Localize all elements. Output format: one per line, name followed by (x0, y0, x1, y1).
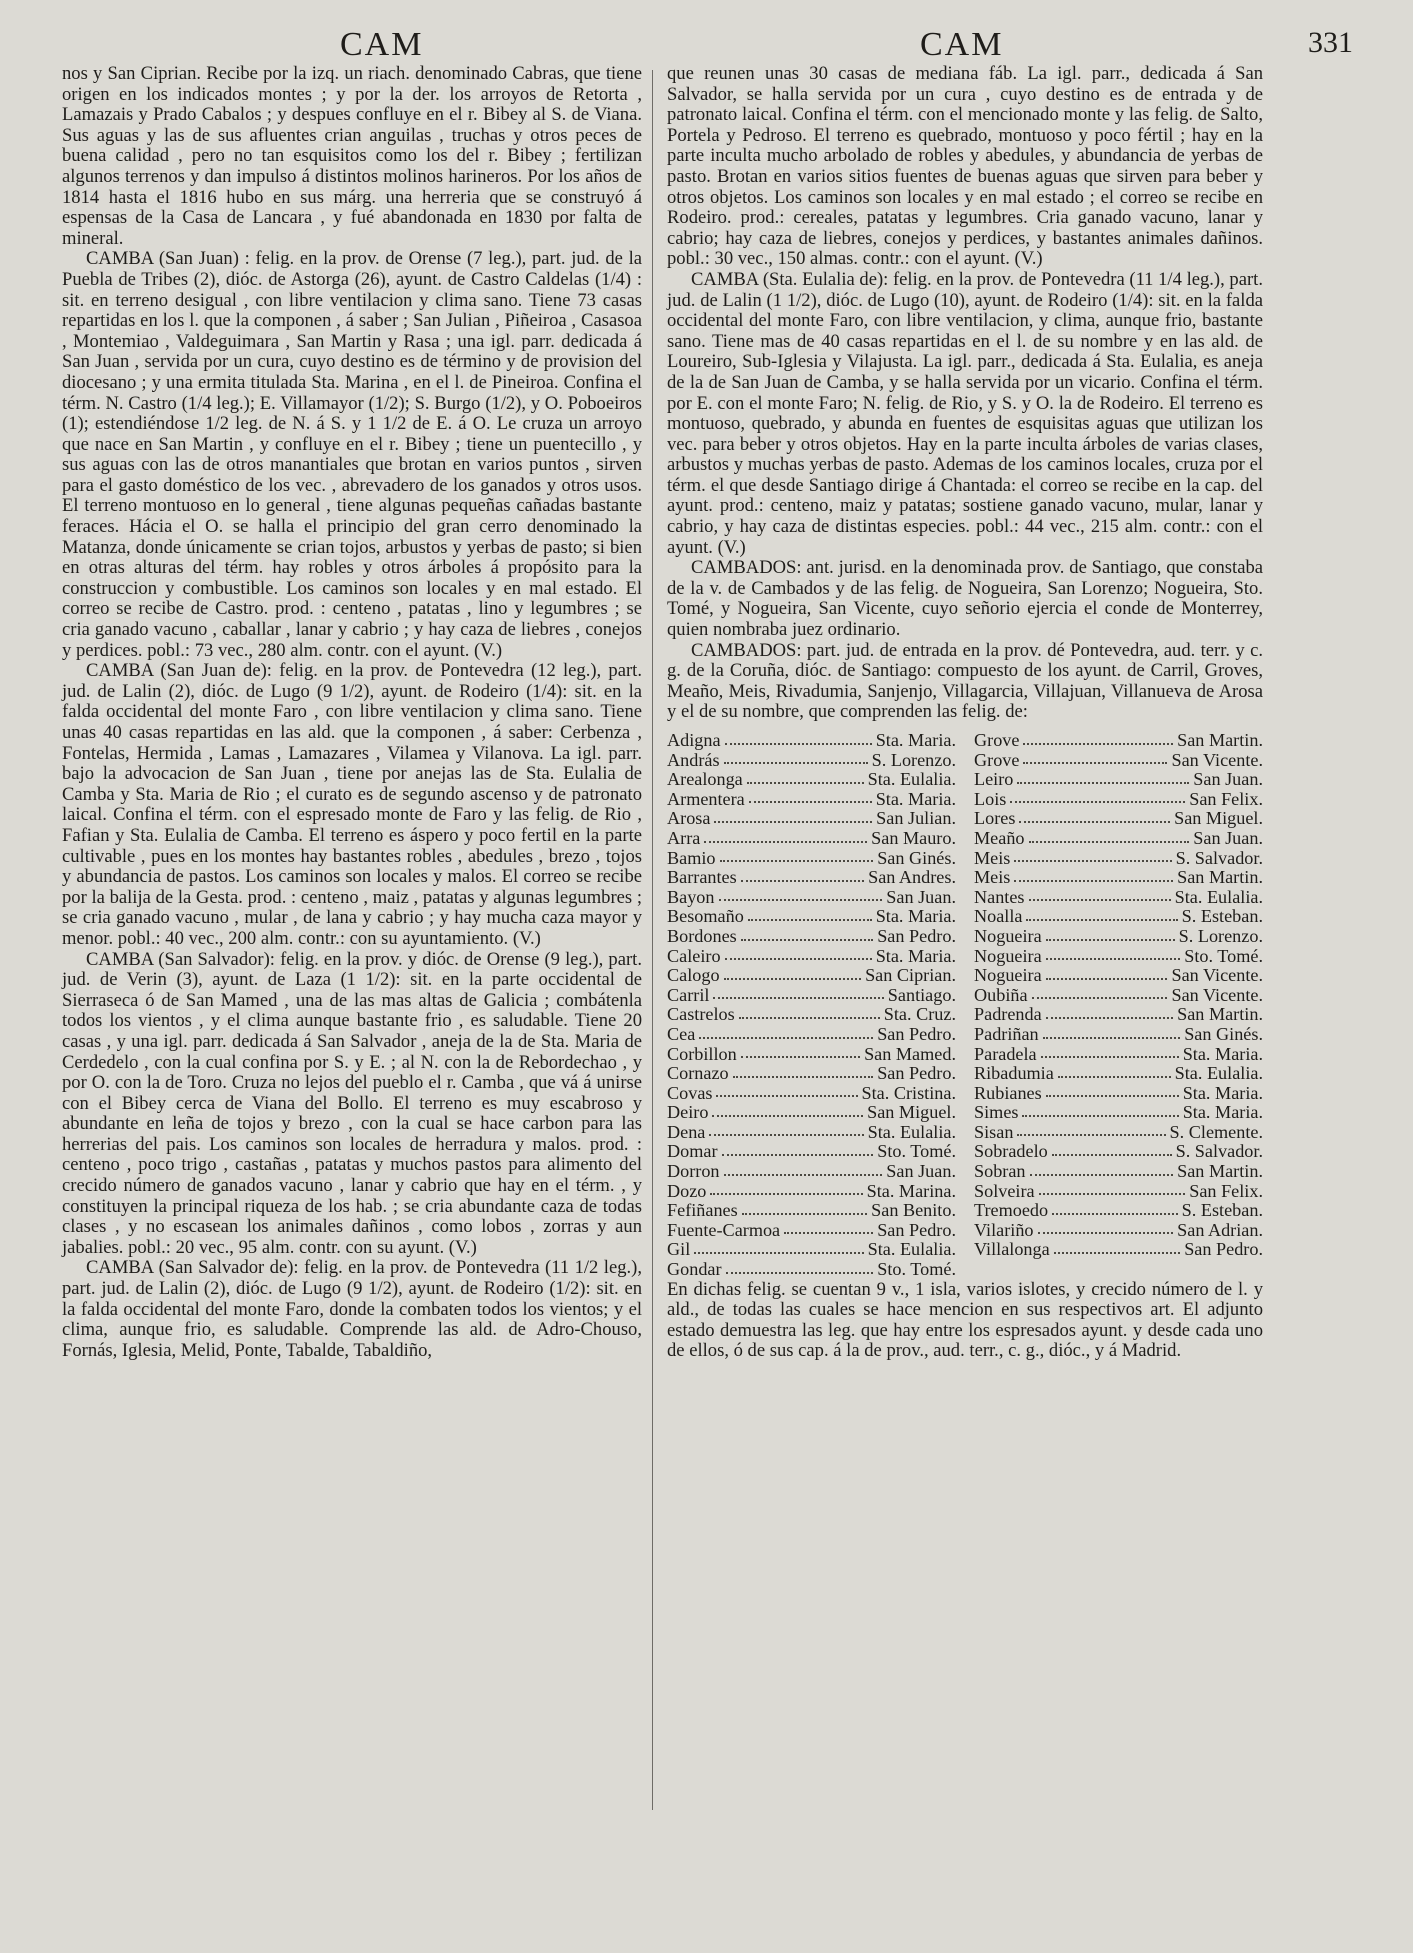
parish-name: Ribadumia (974, 1063, 1054, 1084)
feligresia-row (974, 1103, 1263, 1123)
patron-saint: Sta. Maria. (1182, 1082, 1263, 1103)
leader-dots (784, 1221, 873, 1235)
leader-dots (724, 1162, 883, 1176)
feligresia-row (667, 770, 956, 790)
parish-name: Nogueira (974, 965, 1042, 986)
leader-dots (749, 790, 872, 804)
feligresia-row (974, 1123, 1263, 1143)
feligresia-row (667, 751, 956, 771)
feligresia-row (974, 790, 1263, 810)
leader-dots (725, 947, 872, 961)
leader-dots (1046, 966, 1168, 980)
leader-dots (1022, 1103, 1178, 1117)
feligresia-row (974, 907, 1263, 927)
parish-name: Nogueira (974, 945, 1042, 966)
leader-dots (694, 1240, 863, 1254)
feligresia-row (974, 1240, 1263, 1260)
leader-dots (724, 966, 862, 980)
patron-saint: San Pedro. (877, 1219, 956, 1240)
parish-name: Vilariño (974, 1219, 1034, 1240)
leader-dots (1017, 770, 1189, 784)
leader-dots (1029, 888, 1171, 902)
patron-saint: San Pedro. (1184, 1239, 1263, 1260)
patron-saint: San Adrian. (1177, 1219, 1263, 1240)
feligresia-row (974, 1005, 1263, 1025)
feligresia-row (667, 927, 956, 947)
leader-dots (1010, 790, 1185, 804)
patron-saint: San Ginés. (1184, 1023, 1263, 1044)
feligresias-column-right (974, 731, 1263, 1280)
header-right-title: CAM (920, 26, 1004, 63)
parish-name: Adigna (667, 730, 721, 750)
parish-name: Grove (974, 730, 1020, 750)
feligresia-row (667, 966, 956, 986)
patron-saint: San Vicente. (1171, 984, 1263, 1005)
parish-name: Dozo (667, 1180, 707, 1201)
entry-cambados-part-jud: CAMBADOS: part. jud. de entrada en la prov. dé Pontevedra, aud. terr. y c. g. de la Coruña, dióc. de Santiago: compuesto de los ayunt. de Carril, Groves, Meaño, Meis, Rivadumia, Sanjenjo, Villagarcia, Villajuan, Villanueva de Arosa y el de su nombre, que comprenden las felig. de: (667, 639, 1263, 723)
leader-dots (704, 829, 867, 843)
patron-saint: Sta. Maria. (875, 730, 956, 750)
parish-name: Calogo (667, 965, 720, 986)
patron-saint: San Andres. (868, 867, 956, 888)
patron-saint: San Juan. (886, 886, 956, 907)
parish-name: Gondar (667, 1259, 722, 1280)
leader-dots (699, 1025, 873, 1039)
patron-saint: Sta. Maria. (1182, 1102, 1263, 1123)
parish-name: Armentera (667, 788, 745, 809)
leader-dots (722, 1142, 874, 1156)
patron-saint: San Mauro. (871, 827, 956, 848)
patron-saint: Sto. Tomé. (877, 1259, 956, 1280)
feligresia-row (667, 1084, 956, 1104)
parish-name: Nantes (974, 886, 1025, 907)
feligresia-row (667, 888, 956, 908)
parish-name: Meis (974, 867, 1011, 888)
feligresia-row (667, 1123, 956, 1143)
left-column (62, 64, 642, 1361)
feligresia-row (974, 927, 1263, 947)
patron-saint: S. Salvador. (1175, 847, 1263, 868)
feligresia-row (667, 1221, 956, 1241)
patron-saint: San Pedro. (877, 1063, 956, 1084)
leader-dots (1043, 1025, 1181, 1039)
patron-saint: Sta. Marina. (866, 1180, 956, 1201)
leader-dots (716, 1084, 857, 1098)
patron-saint: S. Esteban. (1181, 906, 1263, 927)
feligresia-row (974, 868, 1263, 888)
leader-dots (1041, 1045, 1179, 1059)
leader-dots (1038, 1221, 1174, 1235)
leader-dots (1046, 1084, 1179, 1098)
patron-saint: San Martin. (1177, 730, 1263, 750)
patron-saint: San Mamed. (864, 1043, 956, 1064)
parish-name: Solveira (974, 1180, 1035, 1201)
parish-name: Lois (974, 788, 1007, 809)
feligresia-row (974, 966, 1263, 986)
patron-saint: S. Esteban. (1181, 1200, 1263, 1221)
patron-saint: Sta. Maria. (875, 945, 956, 966)
patron-saint: San Julian. (876, 808, 956, 829)
patron-saint: San Ciprian. (865, 965, 956, 986)
parish-name: Gil (667, 1239, 691, 1260)
leader-dots (1023, 731, 1173, 745)
patron-saint: San Juan. (1193, 769, 1263, 790)
parish-name: Deiro (667, 1102, 709, 1123)
patron-saint: San Vicente. (1171, 965, 1263, 986)
parish-name: Meis (974, 847, 1011, 868)
parish-name: Dorron (667, 1161, 720, 1182)
parish-name: Corbillon (667, 1043, 737, 1064)
feligresia-row (667, 1064, 956, 1084)
entry-continuation-right: que reunen unas 30 casas de mediana fáb. La igl. parr., dedicada á San Salvador, se halla servida por un cura , cuyo destino es de entrada y de patronato laical. Confina el térm. con el mencionado monte y las felig. de Salto, Portela y Pedroso. El terreno es quebrado, montuoso y poco fértil ; hay en la parte inculta mucho arbolado de robles y abedules, y abundancia de yerbas de pasto. Brotan en varios sitios fuentes de buenas aguas que sirven para beber y otros objetos. Los caminos son locales y en mal estado ; el correo se recibe en Rodeiro. prod.: cereales, patatas y legumbres. Cria ganado vacuno, lanar y cabrio; hay caza de liebres, conejos y perdices, y bastantes animales dañinos. pobl.: 30 vec., 150 almas. contr.: con el ayunt. (V.) (667, 63, 1263, 270)
leader-dots (1058, 1064, 1171, 1078)
feligresia-row (667, 907, 956, 927)
feligresia-row (974, 770, 1263, 790)
leader-dots (1046, 1005, 1173, 1019)
right-column (667, 64, 1263, 1362)
patron-saint: S. Salvador. (1175, 1141, 1263, 1162)
feligresia-row (667, 1005, 956, 1025)
feligresia-row (974, 1182, 1263, 1202)
patron-saint: Sto. Tomé. (877, 1141, 956, 1162)
feligresia-row (974, 1064, 1263, 1084)
leader-dots (1052, 1201, 1178, 1215)
leader-dots (1046, 927, 1175, 941)
entry-camba-san-salvador-de: CAMBA (San Salvador de): felig. en la prov. de Pontevedra (11 1/2 leg.), part. jud. de Lalin (2), dióc. de Lugo (9 1/2), ayunt. de Rodeiro (1/2): sit. en la falda occidental del monte Faro, donde la combaten todos los vientos; y el clima, aunque frio, es saludable. Comprende las ald. de Adro-Chouso, Fornás, Iglesia, Melid, Ponte, Tabalde, Tabaldiño, (62, 1257, 642, 1361)
feligresia-row (667, 1142, 956, 1162)
leader-dots (741, 1045, 860, 1059)
feligresia-row (667, 1240, 956, 1260)
patron-saint: Santiago. (887, 984, 956, 1005)
leader-dots (720, 849, 874, 863)
closing-paragraph: En dichas felig. se cuentan 9 v., 1 isla, varios islotes, y crecido número de l. y ald., de todas las cuales se hace mencion en sus respectivos art. El adjunto estado demuestra las leg. que hay entre los espresados ayunt. y desde cada uno de ellos, ó de sus cap. á la de prov., aud. terr., c. g., dióc., y á Madrid. (667, 1278, 1263, 1362)
patron-saint: San Juan. (1193, 827, 1263, 848)
leader-dots (713, 986, 883, 1000)
leader-dots (741, 927, 873, 941)
parish-name: Grove (974, 749, 1020, 770)
patron-saint: San Martin. (1177, 1161, 1263, 1182)
leader-dots (739, 1005, 880, 1019)
feligresia-row (974, 849, 1263, 869)
feligresias-list (667, 731, 1263, 1280)
parish-name: Noalla (974, 906, 1023, 927)
parish-name: Cornazo (667, 1063, 729, 1084)
leader-dots (1019, 809, 1170, 823)
feligresia-row (974, 809, 1263, 829)
leader-dots (1029, 829, 1190, 843)
parish-name: Cea (667, 1023, 696, 1044)
patron-saint: S. Lorenzo. (1178, 925, 1263, 946)
leader-dots (742, 1201, 867, 1215)
feligresia-row (974, 947, 1263, 967)
column-divider (652, 70, 653, 1810)
feligresia-row (667, 1045, 956, 1065)
parish-name: Covas (667, 1082, 713, 1103)
parish-name: Villalonga (974, 1239, 1050, 1260)
parish-name: Bordones (667, 925, 737, 946)
parish-name: Tremoedo (974, 1200, 1049, 1221)
feligresia-row (667, 849, 956, 869)
feligresia-row (667, 986, 956, 1006)
parish-name: Paradela (974, 1043, 1037, 1064)
header-left-title: CAM (340, 26, 424, 63)
leader-dots (1026, 907, 1177, 921)
parish-name: Rubianes (974, 1082, 1042, 1103)
feligresia-row (974, 731, 1263, 751)
feligresia-row (974, 1142, 1263, 1162)
patron-saint: San Pedro. (877, 925, 956, 946)
patron-saint: Sta. Eulalia. (1174, 886, 1263, 907)
feligresia-row (974, 751, 1263, 771)
entry-camba-sta-eulalia: CAMBA (Sta. Eulalia de): felig. en la prov. de Pontevedra (11 1/4 leg.), part. jud. de Lalin (1 1/2), dióc. de Lugo (10), ayunt. de Rodeiro (1/4): sit. en la falda occidental del monte Faro, con libre ventilacion, y clima, aunque frio, bastante sano. Tiene mas de 40 casas repartidas en el l. de su nombre y en las ald. de Loureiro, Sub-Iglesia y Vilajusta. La igl. parr., dedicada á Sta. Eulalia, es aneja de la de San Juan de Camba, y se halla servida por un vicario. Confina el térm. por E. con el monte Faro; N. felig. de Rio, y S. y O. la de Rodeiro. El terreno es montuoso, quebrado, y abunda en fuentes de esquisitas aguas que utilizan los vec. para beber y otros objetos. Hay en la parte inculta árboles de varias clases, arbustos y muchas yerbas de pasto. Ademas de los caminos locales, cruza por el térm. el que desde Santiago dirige á Chantada: el correo se recibe en la cap. del ayunt. prod.: centeno, maiz y patatas; sostiene ganado vacuno, mular, lanar y cabrio, y hay caza de distintas especies. pobl.: 44 vec., 215 alm. contr.: con el ayunt. (V.) (667, 268, 1263, 558)
leader-dots (741, 868, 864, 882)
feligresia-row (667, 809, 956, 829)
feligresia-row (667, 1201, 956, 1221)
parish-name: Leiro (974, 769, 1014, 790)
parish-name: Besomaño (667, 906, 744, 927)
feligresia-row (974, 1045, 1263, 1065)
parish-name: Dena (667, 1121, 706, 1142)
leader-dots (733, 1064, 874, 1078)
parish-name: András (667, 749, 720, 770)
leader-dots (1023, 751, 1167, 765)
patron-saint: San Felix. (1189, 1180, 1263, 1201)
feligresia-row (974, 1201, 1263, 1221)
patron-saint: San Martin. (1177, 867, 1263, 888)
leader-dots (747, 770, 864, 784)
parish-name: Arealonga (667, 769, 743, 790)
parish-name: Sisan (974, 1121, 1014, 1142)
leader-dots (710, 1182, 862, 1196)
parish-name: Arra (667, 827, 701, 848)
parish-name: Padrenda (974, 1004, 1042, 1025)
feligresia-row (974, 888, 1263, 908)
patron-saint: Sta. Eulalia. (1174, 1063, 1263, 1084)
patron-saint: Sta. Eulalia. (867, 1121, 956, 1142)
patron-saint: Sta. Maria. (875, 788, 956, 809)
parish-name: Simes (974, 1102, 1019, 1123)
patron-saint: San Vicente. (1171, 749, 1263, 770)
parish-name: Bamio (667, 847, 716, 868)
leader-dots (725, 731, 872, 745)
leader-dots (709, 1123, 863, 1137)
leader-dots (1014, 868, 1173, 882)
patron-saint: Sta. Cruz. (883, 1004, 956, 1025)
patron-saint: S. Clemente. (1169, 1121, 1263, 1142)
parish-name: Fefiñanes (667, 1200, 738, 1221)
patron-saint: Sta. Cristina. (861, 1082, 956, 1103)
leader-dots (1052, 1142, 1172, 1156)
feligresia-row (667, 868, 956, 888)
leader-dots (1030, 1162, 1174, 1176)
patron-saint: Sta. Maria. (875, 906, 956, 927)
leader-dots (1039, 1182, 1186, 1196)
patron-saint: Sto. Tomé. (1184, 945, 1263, 966)
parish-name: Caleiro (667, 945, 721, 966)
leader-dots (712, 1103, 863, 1117)
patron-saint: San Felix. (1189, 788, 1263, 809)
leader-dots (1046, 947, 1181, 961)
patron-saint: San Juan. (886, 1161, 956, 1182)
patron-saint: San Pedro. (877, 1023, 956, 1044)
parish-name: Lores (974, 808, 1016, 829)
parish-name: Nogueira (974, 925, 1042, 946)
page-number: 331 (1308, 26, 1353, 59)
leader-dots (1014, 849, 1171, 863)
parish-name: Barrantes (667, 867, 737, 888)
leader-dots (714, 809, 872, 823)
entry-camba-san-juan-de: CAMBA (San Juan de): felig. en la prov. de Pontevedra (12 leg.), part. jud. de Lalin (2), dióc. de Lugo (9 1/2), ayunt. de Rodeiro (1/4): sit. en la falda occidental del monte Faro , con libre ventilacion y clima sano. Tiene unas 40 casas repartidas en las ald. que la componen , á saber: Cerbenza , Fontelas, Hermida , Lamas , Lamazares , Vilamea y Vilanova. La igl. parr. bajo la advocacion de San Juan , tiene por anejas las de Sta. Eulalia de Camba y Sta. Maria de Rio ; el curato es de segundo ascenso y de patronato laical. Confina el térm. con el espresado monte de Faro y las felig. de Rio , Fafian y Sta. Eulalia de Camba. El terreno es áspero y poco fertil en la parte cultivable , pues en los montes hay bastantes robles , abedules , brezo , tojos y abundancia de pastos. Los caminos son locales y malos. El correo se recibe por la balija de la Gesta. prod. : centeno , maiz , patatas y algunas legumbres ; se cria ganado vacuno , mular , de lana y cabrio ; y hay mucha caza mayor y menor. pobl.: 40 vec., 200 alm. contr.: con su ayuntamiento. (V.) (62, 660, 642, 949)
patron-saint: San Ginés. (877, 847, 956, 868)
leader-dots (1017, 1123, 1165, 1137)
patron-saint: Sta. Eulalia. (867, 769, 956, 790)
parish-name: Fuente-Carmoa (667, 1219, 781, 1240)
parish-name: Carril (667, 984, 710, 1005)
patron-saint: Sta. Maria. (1182, 1043, 1263, 1064)
parish-name: Castrelos (667, 1004, 735, 1025)
feligresia-row (667, 1103, 956, 1123)
parish-name: Sobradelo (974, 1141, 1048, 1162)
entry-camba-san-juan: CAMBA (San Juan) : felig. en la prov. de Orense (7 leg.), part. jud. de la Puebla de Tribes (2), dióc. de Astorga (26), ayunt. de Castro Caldelas (1/4) : sit. en terreno desigual , con libre ventilacion y clima sano. Tiene 73 casas repartidas en los l. que la componen , á saber ; San Julian , Piñeiroa , Casasoa , Montemiao , Valdeguimara , San Martin y Rasa ; una igl. parr. dedicada á San Juan , servida por un cura, cuyo destino es de término y de provision del diocesano ; y una ermita titulada Sta. Marina , en el l. de Pineiroa. Confina el térm. N. Castro (1/4 leg.); E. Villamayor (1/2); S. Burgo (1/2), y O. Poboeiros (1); estendiéndose 1/2 leg. de N. á S. y 1 1/2 de E. á O. Le cruza un arroyo que nace en San Martin , y confluye en el r. Bibey ; tiene un puentecillo , y sus aguas con las de otros manantiales que brotan en varios puntos , sirven para el gasto doméstico de los vec. , abrevadero de los ganados y otros usos. El terreno montuoso en lo general , tiene algunas pequeñas cañadas bastante feraces. Hácia el O. se halla el principio del gran cerro denominado la Matanza, donde únicamente se crian tojos, arbustos y yerbas de pasto; si bien en otras alturas del térm. hay robles y otros árboles á propósito para la construccion y combustible. Los caminos son locales y en mal estado. El correo se recibe de Castro. prod. : centeno , patatas , lino y legumbres ; se cria ganado vacuno , caballar , lanar y cabrio ; y hay caza de liebres , conejos y perdices. pobl.: 73 vec., 280 alm. contr. con el ayunt. (V.) (62, 248, 642, 661)
feligresia-row (974, 1221, 1263, 1241)
feligresia-row (974, 986, 1263, 1006)
feligresia-row (667, 829, 956, 849)
leader-dots (748, 907, 872, 921)
parish-name: Meaño (974, 827, 1025, 848)
patron-saint: San Miguel. (867, 1102, 956, 1123)
entry-continuation: nos y San Ciprian. Recibe por la izq. un riach. denominado Cabras, que tiene origen en los indicados montes ; y por la der. los arroyos de Retorta , Lamazais y Prado Cabalos ; y despues confluye en el r. Bibey al S. de Viana. Sus aguas y las de sus afluentes crian anguilas , truchas y otros peces de buena calidad , pero no tan esquisitos como los del r. Bibey ; fertilizan algunos terrenos y dan impulso á distintos molinos harineros. Por los años de 1814 hasta el 1816 hubo en sus márg. una herreria que se construyó á espensas de la Casa de Lancara , y fué abandonada en 1830 por falta de mineral. (62, 63, 642, 249)
parish-name: Sobran (974, 1161, 1026, 1182)
entry-camba-san-salvador: CAMBA (San Salvador): felig. en la prov. y dióc. de Orense (9 leg.), part. jud. de Verin (3), ayunt. de Laza (1 1/2): sit. en la parte occidental de Sierraseca ó de San Mamed , una de las mas altas de Galicia ; combátenla todos los vientos , y el clima aunque bastante frio , es saludable. Tiene 20 casas , y una igl. parr. dedicada á San Salvador , aneja de la de Sta. Maria de Cerdedelo , con la cual confina por S. y E. ; al N. con la de Rebordechao , y por O. con la de Toro. Cruza no lejos del pueblo el r. Camba , que vá á unirse con el Bibey cerca de Viana del Bollo. El terreno es muy escabroso y abundante en leña de tojos y brezo , con la cual se hace carbon para las herrerias del pais. Los caminos son locales de herradura y malos. prod. : centeno , poco trigo , castañas , patatas y muchos pastos para alimento del crecido número de ganados vacuno , lanar y cabrio que hay en el térm. , y constituyen la principal riqueza de los hab. ; se cria abundante caza de todas clases , y no escasean los animales dañinos , como lobos , zorras y aun jabalies. pobl.: 20 vec., 95 alm. contr. con su ayunt. (V.) (62, 948, 642, 1258)
parish-name: Oubiña (974, 984, 1028, 1005)
feligresia-row (974, 1162, 1263, 1182)
leader-dots (726, 1260, 874, 1274)
leader-dots (1032, 986, 1168, 1000)
feligresia-row (667, 1162, 956, 1182)
leader-dots (1054, 1240, 1181, 1254)
patron-saint: San Benito. (871, 1200, 956, 1221)
parish-name: Bayon (667, 886, 715, 907)
feligresia-row (974, 829, 1263, 849)
feligresias-column-left (667, 731, 956, 1280)
feligresia-row (667, 947, 956, 967)
leader-dots (724, 751, 868, 765)
parish-name: Padriñan (974, 1023, 1039, 1044)
feligresia-row (667, 1260, 956, 1280)
feligresia-row (667, 790, 956, 810)
patron-saint: S. Lorenzo. (871, 749, 956, 770)
feligresia-row (667, 1025, 956, 1045)
patron-saint: San Miguel. (1174, 808, 1263, 829)
feligresia-row (974, 1084, 1263, 1104)
feligresia-row (974, 1025, 1263, 1045)
feligresia-row (667, 731, 956, 751)
entry-cambados-jurisd: CAMBADOS: ant. jurisd. en la denominada prov. de Santiago, que constaba de la v. de Cambados y de las felig. de Nogueira, San Lorenzo; Nogueira, Sto. Tomé, y Nogueira, San Vicente, cuyo señorio ejercia el conde de Monterrey, quien nombraba juez ordinario. (667, 557, 1263, 641)
parish-name: Arosa (667, 808, 711, 829)
leader-dots (719, 888, 883, 902)
parish-name: Domar (667, 1141, 718, 1162)
feligresia-row (667, 1182, 956, 1202)
patron-saint: San Martin. (1177, 1004, 1263, 1025)
patron-saint: Sta. Eulalia. (867, 1239, 956, 1260)
